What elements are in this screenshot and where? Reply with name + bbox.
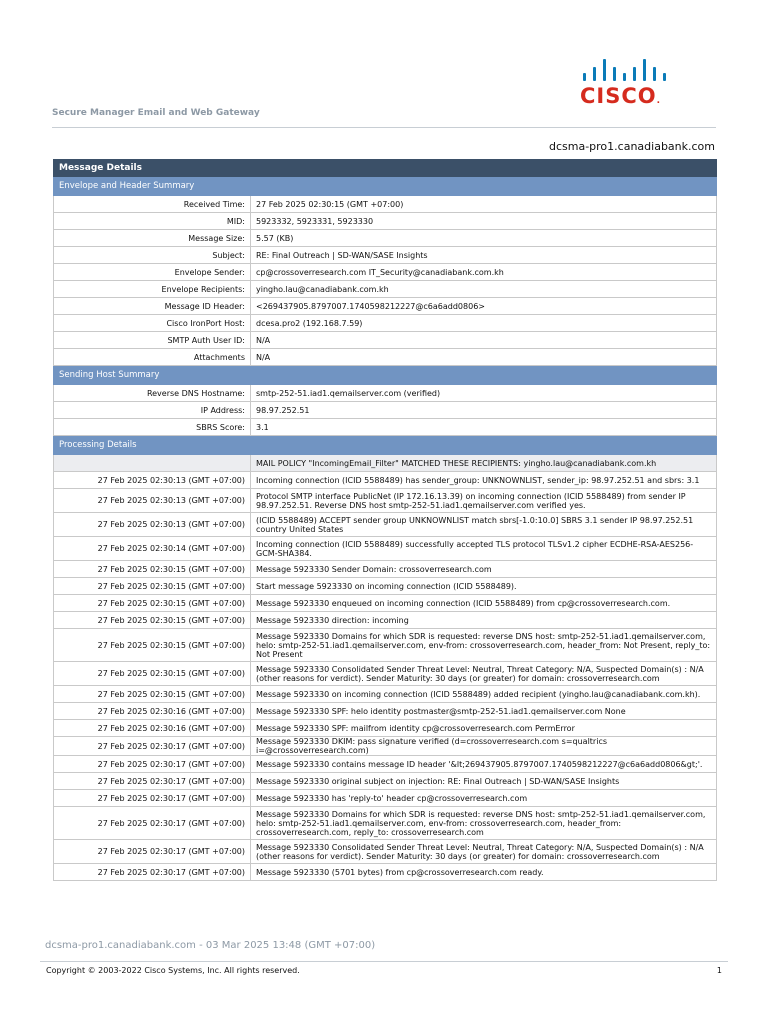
event-message: Message 5923330 enqueued on incoming connection (ICID 5588489) from cp@crossoverresearch.com. [251,595,717,612]
cisco-logo [580,55,680,107]
event-time: 27 Feb 2025 02:30:13 (GMT +07:00) [54,472,251,489]
header-divider [52,127,716,128]
event-message: Incoming connection (ICID 5588489) has sender_group: UNKNOWNLIST, sender_ip: 98.97.252.51 and sbrs: 3.1 [251,472,717,489]
processing-row [54,737,717,756]
field-label: Cisco IronPort Host: [54,315,251,332]
event-message: Message 5923330 Domains for which SDR is requested: reverse DNS host: smtp-252-51.iad1.qemailserver.com, helo: smtp-252-51.iad1.qemailserver.com, env-from: crossoverresearch.com, header_from: crossoverresearch.com, reply_to: crossoverresearch.com [251,807,717,840]
envelope-row [54,213,717,230]
event-time: 27 Feb 2025 02:30:15 (GMT +07:00) [54,662,251,686]
event-message: Message 5923330 original subject on injection: RE: Final Outreach | SD-WAN/SASE Insights [251,773,717,790]
policy-time-cell [54,455,251,472]
sending-row [54,385,717,402]
event-message: Message 5923330 has 'reply-to' header cp@crossoverresearch.com [251,790,717,807]
event-time: 27 Feb 2025 02:30:17 (GMT +07:00) [54,737,251,756]
sending-row [54,402,717,419]
processing-row [54,840,717,864]
field-value: N/A [251,332,717,349]
event-time: 27 Feb 2025 02:30:16 (GMT +07:00) [54,720,251,737]
field-label: MID: [54,213,251,230]
event-message: Incoming connection (ICID 5588489) successfully accepted TLS protocol TLSv1.2 cipher ECDHE-RSA-AES256-GCM-SHA384. [251,537,717,561]
section-heading: Processing Details [54,436,717,455]
event-time: 27 Feb 2025 02:30:15 (GMT +07:00) [54,686,251,703]
field-value: dcesa.pro2 (192.168.7.59) [251,315,717,332]
event-message: Message 5923330 direction: incoming [251,612,717,629]
processing-row [54,513,717,537]
field-label: Envelope Recipients: [54,281,251,298]
report-title: Message Details [54,160,717,177]
field-label: Subject: [54,247,251,264]
event-time: 27 Feb 2025 02:30:17 (GMT +07:00) [54,840,251,864]
event-time: 27 Feb 2025 02:30:13 (GMT +07:00) [54,489,251,513]
event-time: 27 Feb 2025 02:30:14 (GMT +07:00) [54,537,251,561]
cisco-wordmark: CISCO. [580,84,662,108]
field-value: 27 Feb 2025 02:30:15 (GMT +07:00) [251,196,717,213]
policy-text: MAIL POLICY "IncomingEmail_Filter" MATCHED THESE RECIPIENTS: yingho.lau@canadiabank.com.kh [251,455,717,472]
event-message: Message 5923330 SPF: helo identity postmaster@smtp-252-51.iad1.qemailserver.com None [251,703,717,720]
processing-row [54,686,717,703]
copyright-text: Copyright © 2003-2022 Cisco Systems, Inc. All rights reserved. [46,966,300,975]
processing-row [54,720,717,737]
processing-row [54,864,717,881]
event-time: 27 Feb 2025 02:30:15 (GMT +07:00) [54,561,251,578]
sending-row [54,419,717,436]
section-heading: Sending Host Summary [54,366,717,385]
section-processing [54,436,717,455]
event-time: 27 Feb 2025 02:30:17 (GMT +07:00) [54,773,251,790]
event-message: Message 5923330 (5701 bytes) from cp@crossoverresearch.com ready. [251,864,717,881]
envelope-row [54,315,717,332]
processing-row [54,472,717,489]
field-value: <269437905.8797007.1740598212227@c6a6add0806> [251,298,717,315]
event-time: 27 Feb 2025 02:30:15 (GMT +07:00) [54,629,251,662]
event-time: 27 Feb 2025 02:30:15 (GMT +07:00) [54,612,251,629]
event-message: Protocol SMTP interface PublicNet (IP 172.16.13.39) on incoming connection (ICID 5588489) from sender IP 98.97.252.51. Reverse DNS host smtp-252-51.iad1.qemailserver.com verified yes. [251,489,717,513]
processing-row [54,489,717,513]
cisco-bars-icon [583,55,677,81]
processing-row [54,612,717,629]
page-number: 1 [716,966,722,975]
envelope-row [54,247,717,264]
processing-row [54,537,717,561]
section-sending-host [54,366,717,385]
event-message: Start message 5923330 on incoming connection (ICID 5588489). [251,578,717,595]
event-message: Message 5923330 Sender Domain: crossoverresearch.com [251,561,717,578]
envelope-row [54,349,717,366]
field-label: Attachments [54,349,251,366]
event-message: Message 5923330 DKIM: pass signature verified (d=crossoverresearch.com s=qualtrics i=@crossoverresearch.com) [251,737,717,756]
footer-host-date: dcsma-pro1.canadiabank.com - 03 Mar 2025 13:48 (GMT +07:00) [45,940,376,951]
field-label: SMTP Auth User ID: [54,332,251,349]
section-envelope [54,177,717,196]
event-message: Message 5923330 Consolidated Sender Threat Level: Neutral, Threat Category: N/A, Suspected Domain(s) : N/A (other reasons for verdict). Sender Maturity: 30 days (or greater) for domain: crossoverresearch.com [251,840,717,864]
policy-row [54,455,717,472]
field-label: IP Address: [54,402,251,419]
report-title-row [54,160,717,177]
section-heading: Envelope and Header Summary [54,177,717,196]
field-label: Envelope Sender: [54,264,251,281]
event-message: Message 5923330 Domains for which SDR is requested: reverse DNS host: smtp-252-51.iad1.qemailserver.com, helo: smtp-252-51.iad1.qemailserver.com, env-from: crossoverresearch.com, header_from: Not Present, reply_to: Not Present [251,629,717,662]
processing-row [54,629,717,662]
field-value: 5.57 (KB) [251,230,717,247]
processing-row [54,756,717,773]
event-time: 27 Feb 2025 02:30:17 (GMT +07:00) [54,864,251,881]
appliance-hostname: dcsma-pro1.canadiabank.com [548,140,715,153]
event-message: Message 5923330 contains message ID header '&lt;269437905.8797007.1740598212227@c6a6add0806&gt;'. [251,756,717,773]
processing-row [54,595,717,612]
processing-row [54,662,717,686]
field-label: Reverse DNS Hostname: [54,385,251,402]
processing-row [54,578,717,595]
field-label: Message ID Header: [54,298,251,315]
envelope-row [54,332,717,349]
field-value: RE: Final Outreach | SD-WAN/SASE Insights [251,247,717,264]
event-time: 27 Feb 2025 02:30:15 (GMT +07:00) [54,578,251,595]
processing-row [54,703,717,720]
event-time: 27 Feb 2025 02:30:17 (GMT +07:00) [54,807,251,840]
field-value: N/A [251,349,717,366]
message-details-table [53,159,717,881]
product-name: Secure Manager Email and Web Gateway [52,108,260,118]
field-label: Received Time: [54,196,251,213]
envelope-row [54,230,717,247]
envelope-row [54,281,717,298]
event-time: 27 Feb 2025 02:30:16 (GMT +07:00) [54,703,251,720]
processing-row [54,561,717,578]
field-label: SBRS Score: [54,419,251,436]
event-time: 27 Feb 2025 02:30:15 (GMT +07:00) [54,595,251,612]
event-message: Message 5923330 on incoming connection (ICID 5588489) added recipient (yingho.lau@canadiabank.com.kh). [251,686,717,703]
field-value: 5923332, 5923331, 5923330 [251,213,717,230]
processing-row [54,790,717,807]
processing-row [54,807,717,840]
event-time: 27 Feb 2025 02:30:13 (GMT +07:00) [54,513,251,537]
event-message: Message 5923330 Consolidated Sender Threat Level: Neutral, Threat Category: N/A, Suspected Domain(s) : N/A (other reasons for verdict). Sender Maturity: 30 days (or greater) for domain: crossoverresearch.com [251,662,717,686]
event-time: 27 Feb 2025 02:30:17 (GMT +07:00) [54,756,251,773]
field-value: 3.1 [251,419,717,436]
field-value: smtp-252-51.iad1.qemailserver.com (verified) [251,385,717,402]
envelope-row [54,298,717,315]
envelope-row [54,264,717,281]
field-label: Message Size: [54,230,251,247]
event-message: Message 5923330 SPF: mailfrom identity cp@crossoverresearch.com PermError [251,720,717,737]
processing-row [54,773,717,790]
envelope-row [54,196,717,213]
footer-divider [40,961,728,962]
field-value: 98.97.252.51 [251,402,717,419]
field-value: yingho.lau@canadiabank.com.kh [251,281,717,298]
event-message: (ICID 5588489) ACCEPT sender group UNKNOWNLIST match sbrs[-1.0:10.0] SBRS 3.1 sender IP 98.97.252.51 country United States [251,513,717,537]
field-value: cp@crossoverresearch.com IT_Security@canadiabank.com.kh [251,264,717,281]
event-time: 27 Feb 2025 02:30:17 (GMT +07:00) [54,790,251,807]
